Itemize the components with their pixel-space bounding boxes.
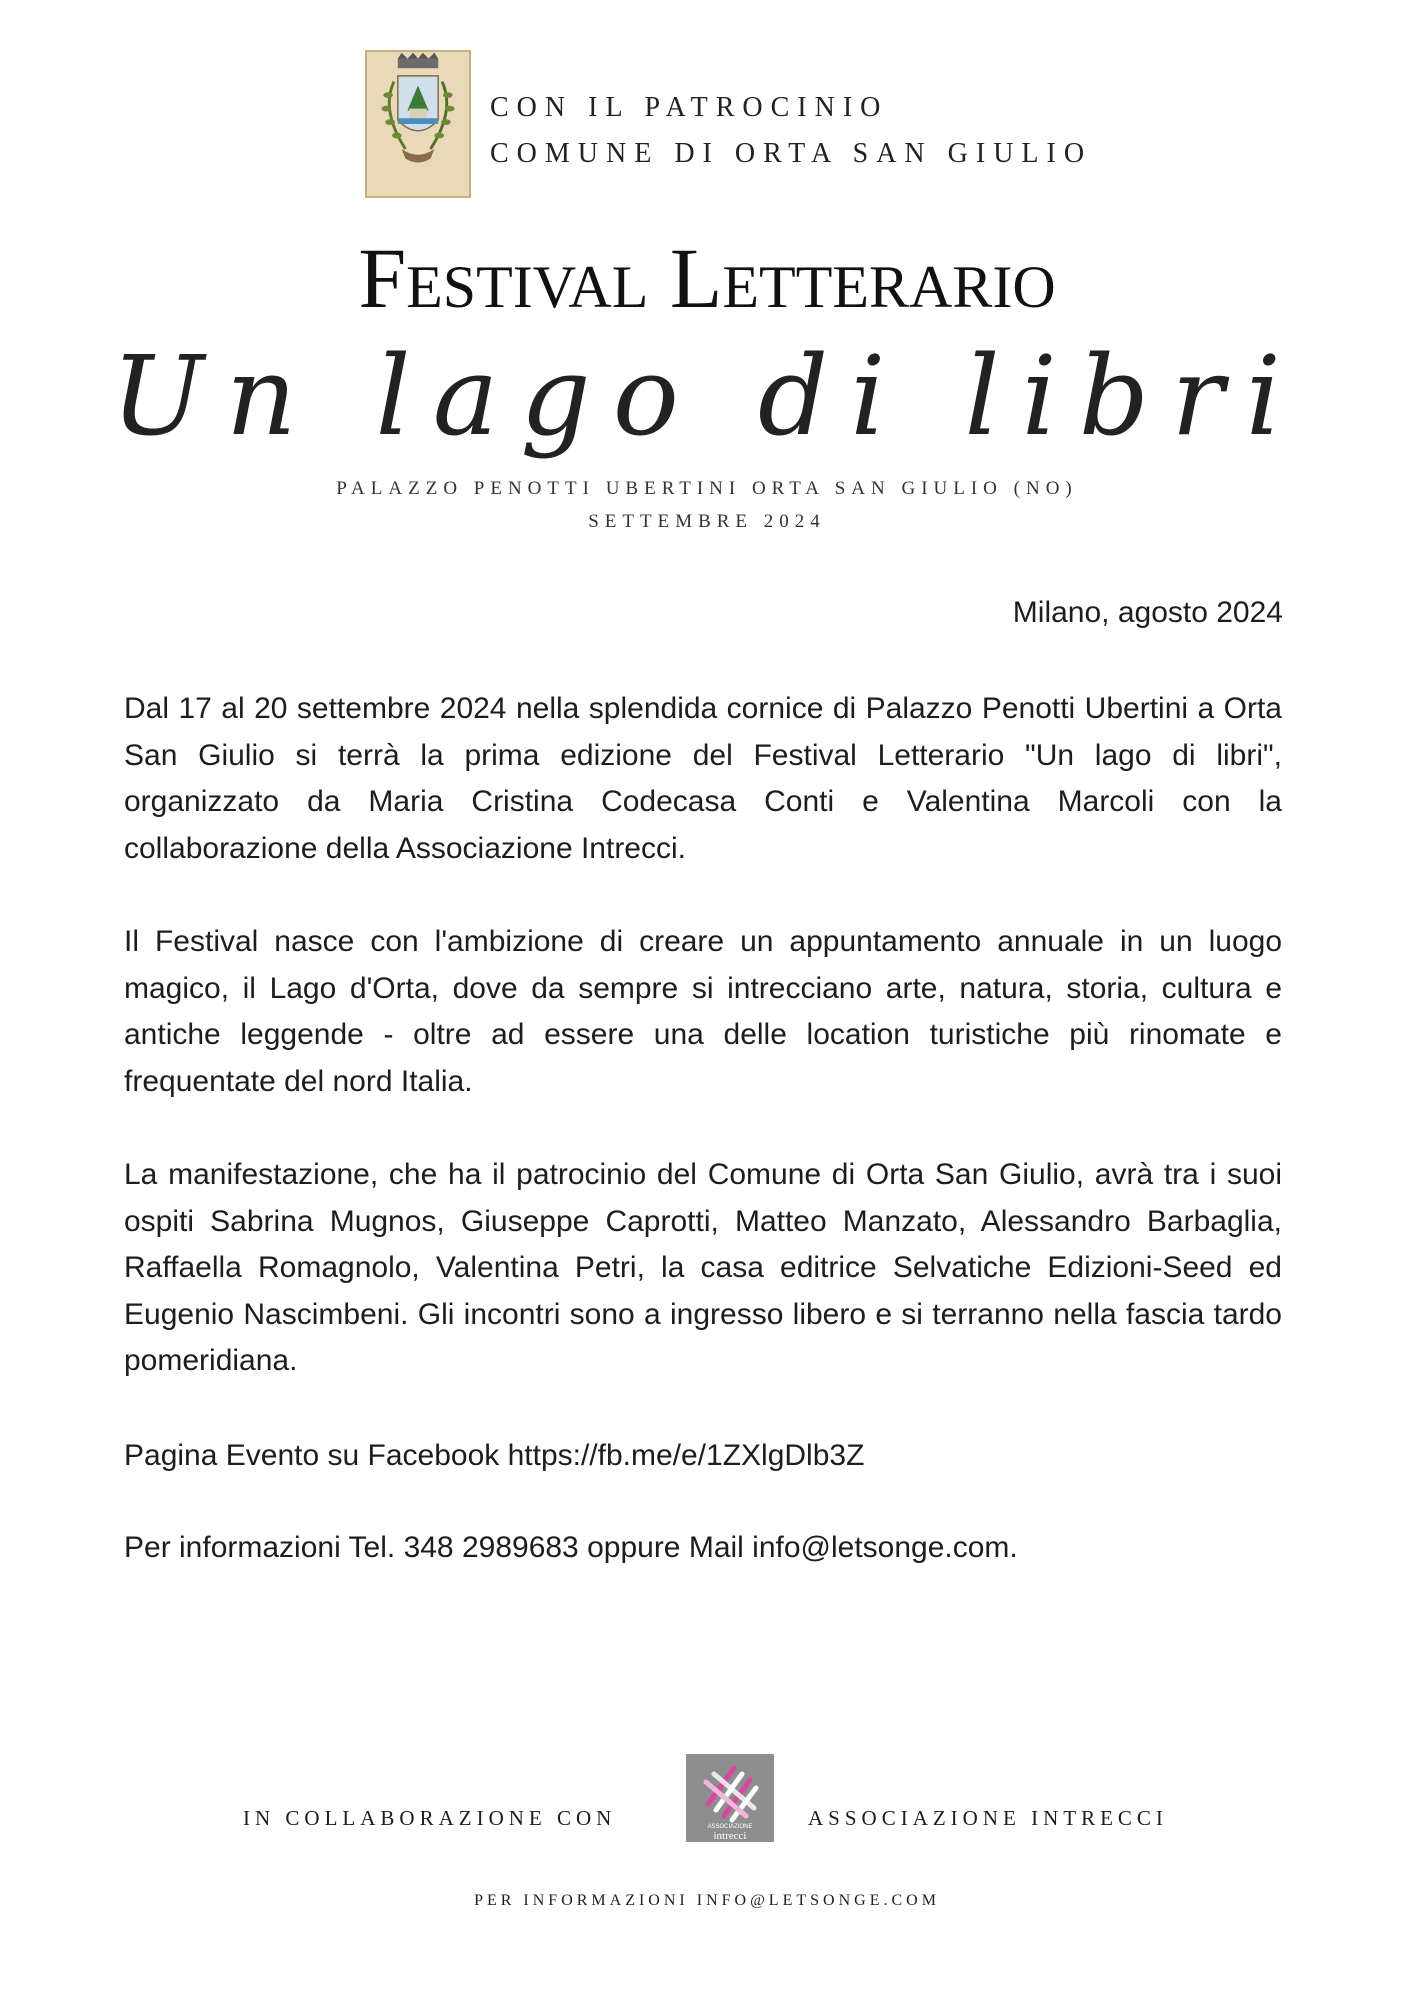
event-date-line: SETTEMBRE 2024 <box>588 511 826 532</box>
logo-small-text: ASSOCIAZIONE <box>707 1824 753 1830</box>
associazione-intrecci-logo-icon <box>686 1754 774 1842</box>
venue-line: PALAZZO PENOTTI UBERTINI ORTA SAN GIULIO (NO) <box>336 478 1078 499</box>
festival-script-subtitle: Un lago di libri <box>111 332 1303 460</box>
paragraph-intro: Dal 17 al 20 settembre 2024 nella splendida cornice di Palazzo Penotti Ubertini a Orta San Giulio si terrà la prima edizione del Festival Letterario "Un lago di libri", organizzato da Maria Cristina Codecasa Conti e Valentina Marcoli con la collaborazione della Associazione Intrecci. <box>124 692 1282 865</box>
logo-name-text: intrecci <box>713 1830 747 1842</box>
patronage-line-2: COMUNE DI ORTA SAN GIULIO <box>490 138 1093 169</box>
comune-crest-icon <box>365 50 471 198</box>
collaboration-label: IN COLLABORAZIONE CON <box>243 1806 617 1830</box>
facebook-event-line: Pagina Evento su Facebook https://fb.me/e/1ZXlgDlb3Z <box>124 1439 865 1472</box>
paragraph-guests: La manifestazione, che ha il patrocinio del Comune di Orta San Giulio, avrà tra i suoi ospiti Sabrina Mugnos, Giuseppe Caprotti, Matteo Manzato, Alessandro Barbaglia, Raffaella Romagnolo, Valentina Petri, la casa editrice Selvatiche Edizioni-Seed ed Eugenio Nascimbeni. Gli incontri sono a ingresso libero e si terranno nella fascia tardo pomeridiana. <box>124 1158 1282 1377</box>
footer-contact-info: PER INFORMAZIONI INFO@LETSONGE.COM <box>474 1892 940 1909</box>
paragraph-ambition: Il Festival nasce con l'ambizione di creare un appuntamento annuale in un luogo magico, il Lago d'Orta, dove da sempre si intrecciano arte, natura, storia, cultura e antiche leggende - oltre ad essere una delle location turistiche più rinomate e frequentate del nord Italia. <box>124 925 1282 1098</box>
contact-info-line: Per informazioni Tel. 348 2989683 oppure Mail info@letsonge.com. <box>124 1531 1018 1564</box>
festival-title: Festival Letterario <box>358 230 1056 326</box>
patronage-line-1: CON IL PATROCINIO <box>490 92 889 123</box>
place-and-date: Milano, agosto 2024 <box>1012 596 1283 629</box>
association-name: ASSOCIAZIONE INTRECCI <box>808 1806 1168 1830</box>
